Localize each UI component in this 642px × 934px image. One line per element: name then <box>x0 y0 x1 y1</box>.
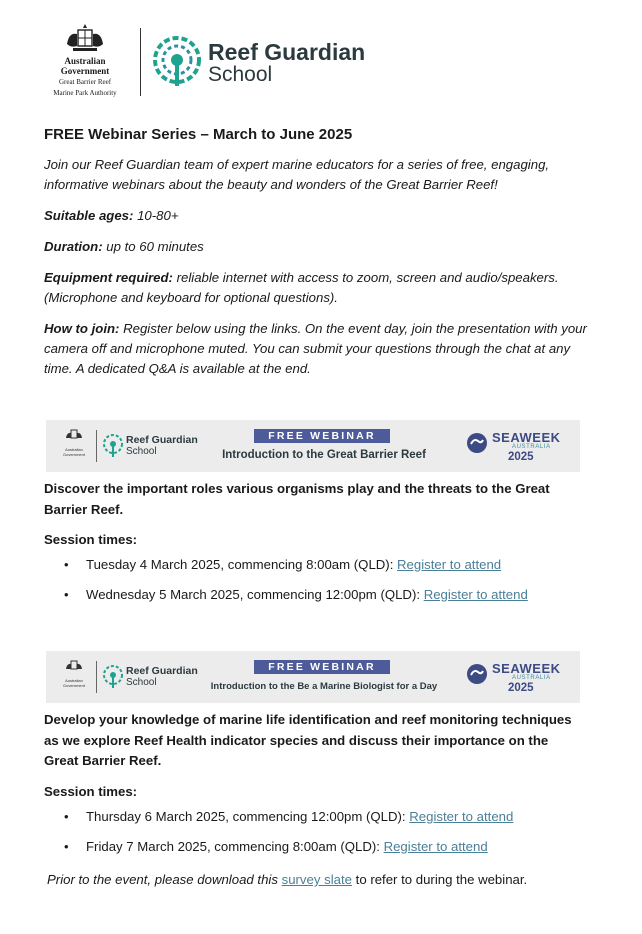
ages-field <box>44 206 592 226</box>
banner-gov-logo <box>56 428 92 457</box>
duration-value: up to 60 minutes <box>102 239 204 254</box>
seaweek-year: 2025 <box>508 451 534 463</box>
join-value: Register below using the links. On the event day, join the presentation with your camera off and microphone muted. You can submit your questions through the chat at any time. A dedicated Q&A is available at the end. <box>44 321 587 376</box>
intro-section <box>44 126 592 390</box>
seaweek-logo <box>466 428 576 466</box>
session-text: Tuesday 4 March 2025, commencing 8:00am (QLD): <box>86 557 394 572</box>
session-item <box>44 585 584 605</box>
brand-title: Reef Guardian <box>208 39 366 65</box>
banner-divider <box>96 430 97 462</box>
intro-text: Join our Reef Guardian team of expert marine educators for a series of free, engaging, informative webinars about the beauty and wonders of the Great Barrier Reef! <box>44 157 550 192</box>
seaweek-country: AUSTRALIA <box>512 675 551 681</box>
coat-of-arms-icon <box>65 428 83 442</box>
webinar-description: Develop your knowledge of marine life identification and reef monitoring techniques as we explore Reef Health indicator species and discuss their importance on the Great Barrier Reef. <box>44 712 572 768</box>
coat-of-arms-icon <box>63 24 107 54</box>
join-label: How to join: <box>44 321 120 336</box>
banner-divider <box>96 661 97 693</box>
banner-brand-title: Reef Guardian <box>126 434 198 446</box>
banner-brand-subtitle: School <box>126 446 157 457</box>
banner-gov-name: Australian Government <box>62 447 85 457</box>
brand-subtitle: School <box>208 63 273 86</box>
banner-gov-name: Australian Government <box>62 678 85 688</box>
session-item <box>44 555 584 575</box>
webinar-description: Discover the important roles various organisms play and the threats to the Great Barrier Reef. <box>44 481 550 517</box>
webinar-section <box>44 479 584 615</box>
join-field <box>44 319 592 379</box>
footer-text-before: Prior to the event, please download this <box>47 872 278 887</box>
session-list <box>44 555 584 605</box>
seaweek-word: SEAWEEK <box>492 661 561 676</box>
equipment-field <box>44 268 592 308</box>
equipment-value: reliable internet with access to zoom, screen and audio/speakers. (Microphone and keyboard for optional questions). <box>44 270 559 305</box>
australian-government-logo <box>40 24 130 96</box>
session-times-label: Session times: <box>44 532 138 547</box>
banner-brand-title: Reef Guardian <box>126 665 198 677</box>
register-link[interactable]: Register to attend <box>409 808 514 824</box>
page-title: FREE Webinar Series – March to June 2025 <box>44 126 353 143</box>
session-list <box>44 807 584 857</box>
agency-line-1: Great Barrier Reef <box>58 78 112 86</box>
survey-slate-link[interactable]: survey slate <box>281 872 352 887</box>
coat-of-arms-icon <box>65 659 83 673</box>
reef-guardian-logo-icon <box>102 433 124 459</box>
register-link[interactable]: Register to attend <box>423 587 528 602</box>
gov-name: Australian Government <box>60 56 110 76</box>
free-webinar-tag: FREE WEBINAR <box>254 429 390 443</box>
duration-label: Duration: <box>44 239 103 254</box>
session-text: Wednesday 5 March 2025, commencing 12:00pm (QLD): <box>86 587 421 602</box>
seaweek-logo <box>466 659 576 697</box>
footer-note <box>47 872 527 887</box>
register-link[interactable]: Register to attend <box>383 838 488 854</box>
webinar-banner <box>46 420 580 472</box>
session-text: Thursday 6 March 2025, commencing 12:00pm (QLD): <box>86 808 406 824</box>
seaweek-word: SEAWEEK <box>492 430 561 445</box>
seaweek-year: 2025 <box>508 682 534 694</box>
free-webinar-tag: FREE WEBINAR <box>254 660 390 674</box>
reef-guardian-logo-icon <box>102 664 124 690</box>
reef-guardian-logo-icon <box>152 30 202 92</box>
session-item <box>44 837 584 857</box>
duration-field <box>44 237 592 257</box>
header-divider <box>140 28 141 96</box>
document-header <box>40 24 400 98</box>
banner-topic: Introduction to the Be a Marine Biologist for a Day <box>210 681 438 692</box>
banner-topic: Introduction to the Great Barrier Reef <box>222 449 426 461</box>
footer-text-after: to refer to during the webinar. <box>355 872 528 887</box>
webinar-banner <box>46 651 580 703</box>
ages-value: 10-80+ <box>133 208 179 223</box>
seaweek-wave-icon <box>466 432 488 454</box>
register-link[interactable]: Register to attend <box>397 557 502 572</box>
equipment-label: Equipment required: <box>44 270 173 285</box>
banner-brand-subtitle: School <box>126 677 157 688</box>
seaweek-wave-icon <box>466 663 488 685</box>
session-item <box>44 807 584 827</box>
ages-label: Suitable ages: <box>44 208 134 223</box>
banner-gov-logo <box>56 659 92 688</box>
seaweek-country: AUSTRALIA <box>512 444 551 450</box>
webinar-section <box>44 710 584 867</box>
session-text: Friday 7 March 2025, commencing 8:00am (QLD): <box>86 838 380 854</box>
session-times-label: Session times: <box>44 783 138 799</box>
agency-line-2: Marine Park Authority <box>53 89 117 97</box>
